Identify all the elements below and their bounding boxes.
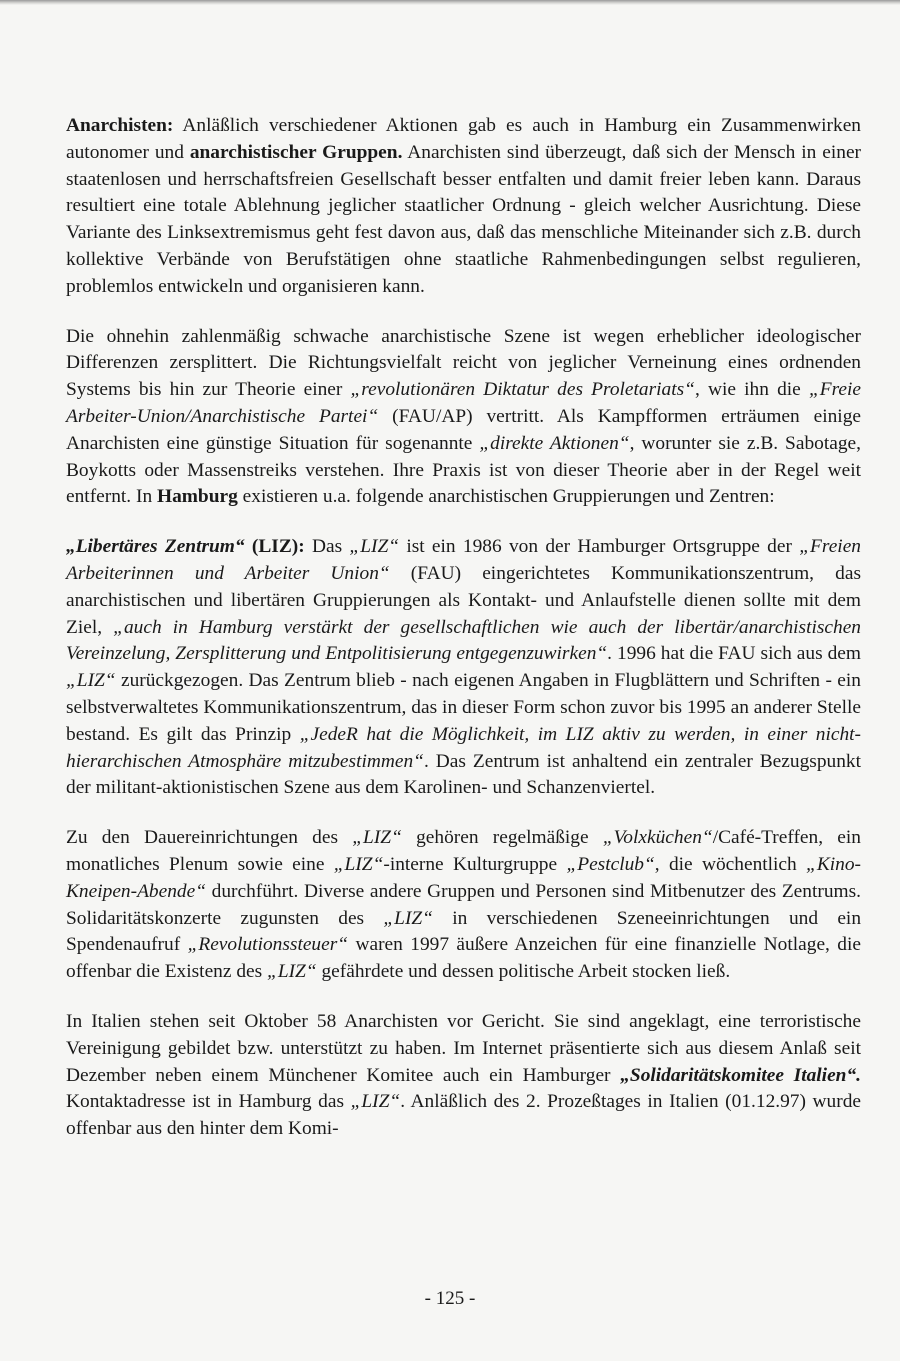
- org-name-bold-italic: „Solidaritätskomitee Italien“.: [620, 1064, 862, 1086]
- text: , wie ihn die: [694, 379, 809, 401]
- scan-top-edge: [0, 0, 900, 5]
- paragraph-dauereinrichtungen: [66, 825, 861, 986]
- text: , worunter sie z.B. Sabotage, Boykotts oder Massenstreiks verstehen. Ihre Praxis ist von dieser Theorie aber in der Regel weit entfernt. In: [66, 432, 861, 508]
- text: . 1996 hat die FAU sich aus dem: [607, 643, 861, 665]
- quote-italic: „revolutionären Diktatur des Proletariats“: [350, 379, 695, 401]
- quote-italic: „LIZ“: [333, 853, 384, 875]
- paragraph-italien: [66, 1009, 861, 1143]
- text: In Italien stehen seit Oktober 58 Anarchisten vor Gericht. Sie sind angeklagt, eine terroristische Vereinigung gebildet bzw. unterstützt zu haben. Im Internet präsentierte sich aus diesem Anlaß seit Dezember neben einem Münchener Komitee auch ein Hamburger: [66, 1010, 861, 1086]
- document-body: [66, 113, 861, 1143]
- text: Kontaktadresse ist in Hamburg das: [66, 1091, 351, 1113]
- emphasis-bold: Hamburg: [157, 486, 238, 508]
- text: gefährdete und dessen politische Arbeit stocken ließ.: [316, 961, 731, 983]
- text: Anarchisten sind überzeugt, daß sich der Mensch in einer staatenlosen und herrschaftsfreien Gesellschaft besser entfalten und damit freier leben kann. Daraus resultiert eine totale Ablehnung jeglicher staatlicher Ordnung - gleich welcher Ausrichtung. Diese Variante des Linksextremismus geht fest davon aus, daß das menschliche Miteinander sich z.B. durch kollektive Verbände von Berufstätigen ohne staatliche Rahmenbedingungen selbst regulieren, problemlos entwickeln und organisieren kann.: [66, 141, 862, 297]
- quote-italic: „LIZ“: [352, 827, 402, 849]
- text: -interne Kulturgruppe: [383, 853, 567, 875]
- quote-italic: „Kino-Kneipen-Abende“: [66, 853, 861, 902]
- quote-italic: „LIZ“: [66, 670, 116, 692]
- text: . Das Zentrum ist anhaltend ein zentraler Bezugspunkt der militant-aktionistischen Szene aus dem Karolinen- und Schanzenviertel.: [66, 750, 862, 799]
- text: ist ein 1986 von der Hamburger Ortsgruppe der: [399, 536, 800, 558]
- quote-italic: „LIZ“: [350, 1091, 401, 1113]
- quote-italic: „LIZ“: [349, 536, 400, 558]
- quote-italic: „Volxküchen“: [602, 827, 713, 849]
- text: , die wöchentlich: [654, 853, 807, 875]
- text: gehören regelmäßige: [401, 827, 603, 849]
- quote-italic: „Pestclub“: [566, 853, 655, 875]
- text: Zu den Dauereinrichtungen des: [66, 827, 353, 849]
- paragraph-szene: [66, 324, 861, 512]
- quote-italic: „Freien Arbeiterinnen und Arbeiter Union“: [66, 536, 862, 584]
- quote-italic: „direkte Aktionen“: [479, 432, 630, 454]
- quote-italic: „Freie Arbeiter-Union/Anarchistische Partei“: [66, 379, 861, 427]
- text: (FAU) eingerichtetes Kommunikationszentrum, das anarchistischen und libertären Gruppierungen als Kontakt- und Anlaufstelle dienen sollte mit dem Ziel,: [66, 562, 861, 638]
- quote-italic: „auch in Hamburg verstärkt der gesellschaftlichen wie auch der libertär/anarchistischen Vereinzelung, Zersplitterung und Entpolitisierung entgegenzuwirken“: [66, 616, 862, 665]
- text: Das: [304, 536, 350, 558]
- text: Die ohnehin zahlenmäßig schwache anarchistische Szene ist wegen erheblicher ideologischer Differenzen zersplittert. Die Richtungsvielfalt reicht von jeglicher Verneinung eines ordnenden Systems bis hin zur Theorie einer: [66, 325, 861, 401]
- paragraph-liz: [66, 534, 861, 802]
- text: . Anläßlich des 2. Prozeßtages in Italien (01.12.97) wurde offenbar aus den hinter dem Komi-: [66, 1091, 861, 1140]
- emphasis-bold: anarchistischer Gruppen.: [189, 141, 403, 163]
- quote-italic: „LIZ“: [267, 961, 317, 983]
- text: durchführt. Diverse andere Gruppen und Personen sind Mitbenutzer des Zentrums. Solidaritätskonzerte zugunsten des: [66, 880, 861, 929]
- text: waren 1997 äußere Anzeichen für eine finanzielle Notlage, die offenbar die Existenz des: [66, 934, 861, 983]
- quote-italic: „JedeR hat die Möglichkeit, im LIZ aktiv zu werden, in einer nicht-hierarchischen Atmosphäre mitzubestimmen“: [66, 723, 861, 772]
- text: in verschiedenen Szeneeinrichtungen und ein Spendenaufruf: [66, 907, 862, 956]
- text: /Café-Treffen, ein monatliches Plenum sowie eine: [66, 827, 861, 875]
- org-name-bold-italic: „Libertäres Zentrum“: [66, 536, 245, 558]
- quote-italic: „LIZ“: [383, 907, 433, 929]
- quote-italic: „Revolutionssteuer“: [187, 934, 349, 956]
- text: zurückgezogen. Das Zentrum blieb - nach eigenen Angaben in Flugblättern und Schriften - ein selbstverwaltetes Kommunikationszentrum, das in dieser Form schon zuvor bis 1995 an anderer Stelle bestand. Es gilt das Prinzip: [66, 670, 861, 745]
- text: existieren u.a. folgende anarchistischen Gruppierungen und Zentren:: [237, 486, 775, 508]
- emphasis-bold: (LIZ):: [244, 536, 305, 558]
- text: Anläßlich verschiedener Aktionen gab es auch in Hamburg ein Zusammenwirken autonomer und: [66, 115, 861, 163]
- text: (FAU/AP) vertritt. Als Kampfformen erträumen einige Anarchisten eine günstige Situation für sogenannte: [66, 405, 861, 454]
- section-heading: Anarchisten:: [66, 115, 174, 136]
- page-number: - 125 -: [424, 1288, 476, 1309]
- paragraph-anarchisten: [66, 113, 861, 301]
